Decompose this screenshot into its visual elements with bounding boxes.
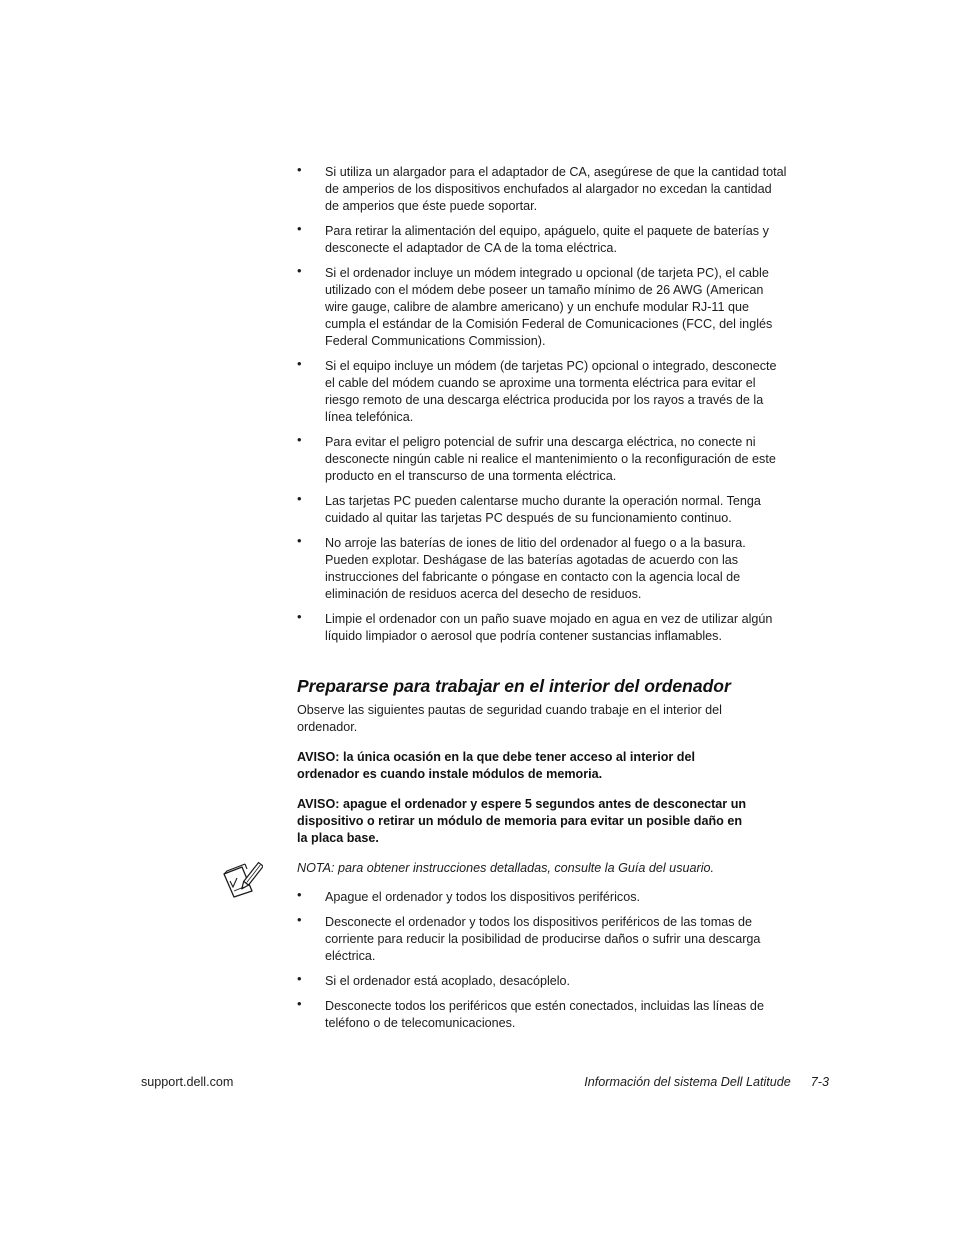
section-heading: Prepararse para trabajar en el interior del ordenador: [297, 676, 731, 696]
list-item-line: teléfono o de telecomunicaciones.: [325, 1016, 516, 1030]
bullet-icon: •: [297, 533, 302, 548]
bullet-icon: •: [297, 162, 302, 177]
list-item-line: producto en el transcurso de una tormenta eléctrica.: [325, 469, 617, 483]
list-item-line: utilizado con el módem debe poseer un tamaño mínimo de 26 AWG (American: [325, 283, 764, 297]
notice-line: la placa base.: [297, 831, 379, 845]
list-item-line: eliminación de residuos acerca del desecho de residuos.: [325, 587, 642, 601]
list-item: [297, 973, 842, 990]
bullet-icon: •: [297, 609, 302, 624]
list-item-line: riesgo remoto de una descarga eléctrica producida por los rayos a través de la: [325, 393, 764, 407]
list-item: [297, 611, 842, 645]
list-item-line: desconecte el adaptador de CA de la toma eléctrica.: [325, 241, 617, 255]
list-item-line: Si el ordenador incluye un módem integrado u opcional (de tarjeta PC), el cable: [325, 266, 769, 280]
footer-title: Información del sistema Dell Latitude: [584, 1075, 791, 1089]
list-item-line: de amperios que éste puede soportar.: [325, 199, 538, 213]
list-item-line: Desconecte el ordenador y todos los dispositivos periféricos de las tomas de: [325, 915, 753, 929]
list-item-line: Para evitar el peligro potencial de sufrir una descarga eléctrica, no conecte ni: [325, 435, 756, 449]
list-item-line: el cable del módem cuando se aproxime una tormenta eléctrica para evitar el: [325, 376, 756, 390]
list-item: [297, 223, 842, 257]
paragraph-line: ordenador.: [297, 720, 358, 734]
list-item-line: Si utiliza un alargador para el adaptador de CA, asegúrese de que la cantidad total: [325, 165, 787, 179]
list-item-line: desconecte ningún cable ni realice el mantenimiento o la reconfiguración de este: [325, 452, 776, 466]
bullet-icon: •: [297, 221, 302, 236]
note-text: [297, 860, 842, 877]
list-item: [297, 164, 842, 215]
list-item-line: de amperios de los dispositivos enchufados al alargador no excedan la cantidad: [325, 182, 772, 196]
notice-line: dispositivo o retirar un módulo de memoria para evitar un posible daño en: [297, 814, 743, 828]
list-item: [297, 535, 842, 603]
safety-list: [297, 164, 842, 645]
bullet-icon: •: [297, 356, 302, 371]
list-item: [297, 914, 842, 965]
list-item-line: Federal Communications Commission).: [325, 334, 546, 348]
list-item: [297, 358, 842, 426]
list-item: [297, 265, 842, 350]
note-line: NOTA: para obtener instrucciones detalladas, consulte la Guía del usuario.: [297, 861, 714, 875]
bullet-icon: •: [297, 432, 302, 447]
bullet-icon: •: [297, 491, 302, 506]
notice-line: AVISO: la única ocasión en la que debe tener acceso al interior del: [297, 750, 695, 764]
list-item-line: línea telefónica.: [325, 410, 414, 424]
list-item-line: Desconecte todos los periféricos que estén conectados, incluidas las líneas de: [325, 999, 764, 1013]
list-item-line: cuidado al quitar las tarjetas PC después de su funcionamiento continuo.: [325, 511, 732, 525]
list-item-line: Si el equipo incluye un módem (de tarjetas PC) opcional o integrado, desconecte: [325, 359, 777, 373]
list-item: [297, 889, 842, 906]
list-item: [297, 493, 842, 527]
bullet-icon: •: [297, 912, 302, 927]
bullet-icon: •: [297, 971, 302, 986]
list-item-line: wire gauge, calibre de alambre americano) y un enchufe modular RJ-11 que: [325, 300, 749, 314]
footer-title-block: [584, 1074, 829, 1091]
paragraph-line: Observe las siguientes pautas de seguridad cuando trabaje en el interior del: [297, 703, 722, 717]
list-item-line: cumpla el estándar de la Comisión Federal de Comunicaciones (FCC, del inglés: [325, 317, 773, 331]
notice-line: AVISO: apague el ordenador y espere 5 segundos antes de desconectar un: [297, 797, 747, 811]
footer-url: support.dell.com: [141, 1075, 234, 1089]
list-item-line: Las tarjetas PC pueden calentarse mucho durante la operación normal. Tenga: [325, 494, 761, 508]
list-item-line: Limpie el ordenador con un paño suave mojado en agua en vez de utilizar algún: [325, 612, 773, 626]
bullet-icon: •: [297, 996, 302, 1011]
bullet-icon: •: [297, 263, 302, 278]
list-item-line: eléctrica.: [325, 949, 376, 963]
steps-list: [297, 889, 842, 1032]
intro-paragraph: [297, 702, 842, 736]
list-item-line: No arroje las baterías de iones de litio del ordenador al fuego o a la basura.: [325, 536, 746, 550]
note-pencil-icon: [221, 861, 263, 899]
notice-memory-access: [297, 749, 842, 783]
list-item-line: Para retirar la alimentación del equipo, apáguelo, quite el paquete de baterías y: [325, 224, 769, 238]
list-item: [297, 434, 842, 485]
bullet-icon: •: [297, 887, 302, 902]
list-item: [297, 998, 842, 1032]
list-item-line: Apague el ordenador y todos los dispositivos periféricos.: [325, 890, 641, 904]
notice-power-off: [297, 796, 842, 847]
page-number: 7-3: [810, 1075, 829, 1089]
list-item-line: Pueden explotar. Deshágase de las baterías agotadas de acuerdo con las: [325, 553, 739, 567]
notice-line: ordenador es cuando instale módulos de memoria.: [297, 767, 603, 781]
list-item-line: corriente para reducir la posibilidad de producirse daños o sufrir una descarga: [325, 932, 761, 946]
list-item-line: Si el ordenador está acoplado, desacóplelo.: [325, 974, 571, 988]
list-item-line: líquido limpiador o aerosol que podría contener sustancias inflamables.: [325, 629, 722, 643]
list-item-line: instrucciones del fabricante o póngase en contacto con la agencia local de: [325, 570, 741, 584]
